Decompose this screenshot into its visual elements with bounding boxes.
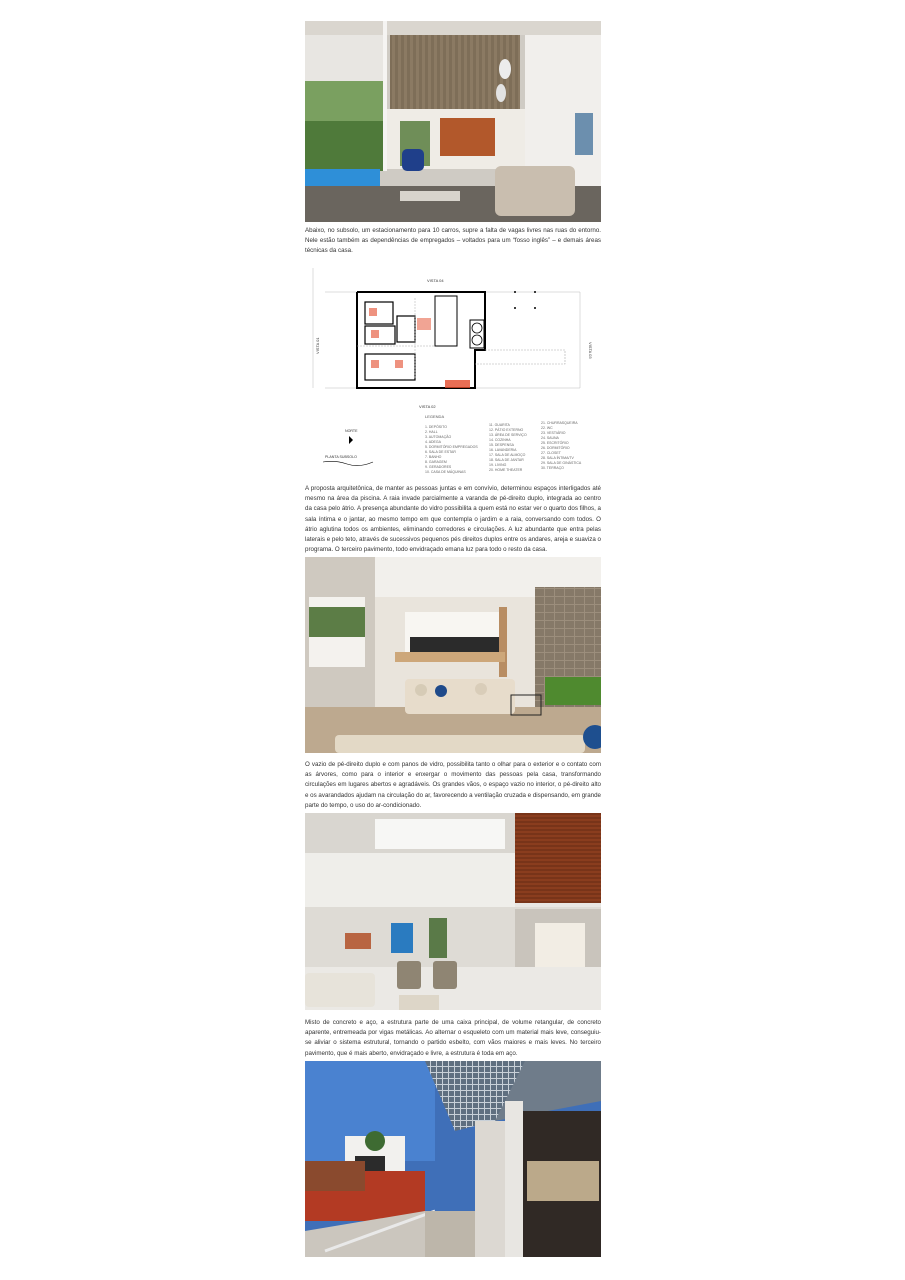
legend-item: 30. TERRAÇO xyxy=(541,466,564,470)
legend-item: 23. VESTIÁRIO xyxy=(541,431,566,435)
legend-item: 21. CHURRASQUEIRA xyxy=(541,421,578,425)
paragraph-estrutura: Misto de concreto e aço, a estrutura parte de uma caixa principal, de volume retangular, de concreto aparente, entremeada por vigas metálicas. Ao alternar o esqueleto com um material mais leve, conseguiu-se aliviar o sistema estrutural, tornando o partido esbelto, com vãos maiores e mais leves. No terceiro pavimento, que é mais aberto, envidraçado e livre, a estrutura é toda em aço. xyxy=(305,1019,601,1057)
paragraph-subsolo: Abaixo, no subsolo, um estacionamento para 10 carros, supre a falta de vagas livres nas ruas do entorno. Nele estão também as dependências de empregados – voltados para um “fosso inglês” – e demais áreas técnicas da casa. xyxy=(305,227,601,255)
legend-col-3 xyxy=(541,421,582,470)
photo-exterior-terrace-image xyxy=(305,1061,601,1257)
legend-item: 17. SALA DE ALMOÇO xyxy=(489,453,526,457)
legend-item: 7. BANHO xyxy=(425,455,442,459)
legend-item: 25. ESCRITÓRIO xyxy=(541,441,569,445)
paragraph-vazio: O vazio de pé-direito duplo e com panos de vidro, possibilita tanto o olhar para o exterior e o contato com as árvores, como para o interior e enxergar o movimento das pessoas pela casa, transformando circulações em lugares abertos e agradáveis. Os grandes vãos, o espaço vazio no interior, o pé-direito alto e os avarandados ajudam na circulação do ar, favorecendo a ventilação cruzada e dispensando, em grande parte do tempo, o uso do ar-condicionado. xyxy=(305,761,601,809)
photo-living-pool-image xyxy=(305,21,601,222)
legend-item: 18. SALA DE JANTAR xyxy=(489,458,524,462)
legend-item: 22. WC xyxy=(541,426,553,430)
legend-item: 13. ÁREA DE SERVIÇO xyxy=(489,433,527,437)
photo-exterior-terrace xyxy=(305,1061,601,1257)
photo-living-pool xyxy=(305,21,601,222)
legend-item: 20. HOME THEATER xyxy=(489,468,523,472)
legend-item: 16. LAVANDERIA xyxy=(489,448,517,452)
legend-item: 11. GUARITA xyxy=(489,423,510,427)
legend-item: 29. SALA DE GINÁSTICA xyxy=(541,461,582,465)
legend-item: 12. PÁTIO EXTERNO xyxy=(489,428,524,432)
legend-item: 26. DORMITÓRIO xyxy=(541,446,570,450)
floor-plan-drawing xyxy=(305,268,601,480)
legend-col-1 xyxy=(425,424,478,474)
legend-item: 14. COZINHA xyxy=(489,438,511,442)
paragraph-proposta: A proposta arquitetônica, de manter as pessoas juntas e em convívio, determinou espaços interligados até mesmo na área da piscina. A raia invade parcialmente a varanda de pé-direito duplo, integrada ao centro da casa pelo átrio. A presença abundante do vidro possibilita a quem está no estar ver o quarto dos filhos, a sala íntima e o jantar, ao mesmo tempo em que contempla o jardim e a raia, conversando com todos. O átrio aglutina todos os ambientes, eliminando corredores e circulações. A luz abundante que entra pelas laterais e pelo teto, através de sucessivos pequenos pés direitos duplos entre os andares, areja e suaviza o programa. O terceiro pavimento, todo envidraçado emana luz para todo o resto da casa. xyxy=(305,485,601,554)
photo-double-height xyxy=(305,813,601,1010)
legend-item: 8. GARAGEM xyxy=(425,460,447,464)
legend-item: 10. CASA DE MÁQUINAS xyxy=(425,470,466,474)
photo-living-stone-wall-image xyxy=(305,557,601,753)
legend-item: 5. DORMITÓRIO EMPREGADOS xyxy=(425,445,478,449)
photo-living-stone-wall xyxy=(305,557,601,753)
plan-vista-top: VISTA 04 xyxy=(427,278,444,283)
legend-item: 9. GERADORES xyxy=(425,465,452,469)
plan-vista-left: VISTA 01 xyxy=(315,337,320,354)
legend-col-2 xyxy=(489,423,527,472)
legend-item: 19. LIVING xyxy=(489,463,507,467)
plan-north-label: NORTE xyxy=(345,429,358,433)
legend-item: 6. SALA DE ESTAR xyxy=(425,450,456,454)
legend-item: 28. SALA ÍNTIMA/TV xyxy=(541,456,574,460)
legend-item: 2. HALL xyxy=(425,430,438,434)
floor-plan xyxy=(305,268,601,480)
legend-item: 3. AUTOMAÇÃO xyxy=(425,435,452,439)
legend-title: LEGENDA xyxy=(425,414,445,419)
legend-item: 1. DEPÓSITO xyxy=(425,425,447,429)
legend-item: 15. DESPENSA xyxy=(489,443,514,447)
legend-item: 27. CLOSET xyxy=(541,451,561,455)
plan-title: PLANTA SUBSOLO xyxy=(325,455,357,459)
photo-double-height-image xyxy=(305,813,601,1010)
legend-item: 4. ADEGA xyxy=(425,440,441,444)
plan-vista-bottom: VISTA 02 xyxy=(419,404,436,409)
plan-vista-right: VISTA 03 xyxy=(588,342,593,359)
legend-item: 24. SAUNA xyxy=(541,436,559,440)
